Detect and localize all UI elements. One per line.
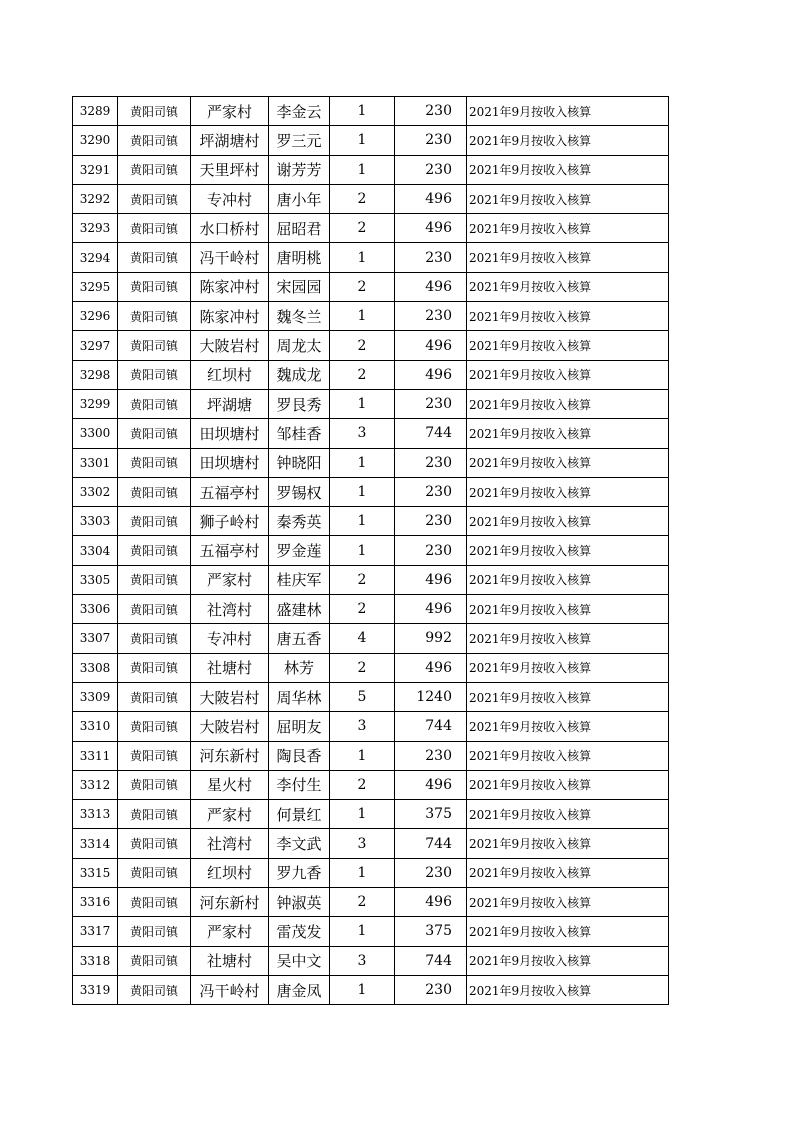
note-cell: 2021年9月按收入核算 xyxy=(467,858,669,887)
village-cell: 严家村 xyxy=(191,917,269,946)
record-id-cell: 3314 xyxy=(73,829,118,858)
name-cell: 罗金莲 xyxy=(269,536,330,565)
note-cell: 2021年9月按收入核算 xyxy=(467,477,669,506)
amount-cell: 230 xyxy=(395,389,467,418)
household-count-cell: 2 xyxy=(330,331,395,360)
record-id-cell: 3316 xyxy=(73,888,118,917)
note-cell: 2021年9月按收入核算 xyxy=(467,184,669,213)
household-count-cell: 2 xyxy=(330,360,395,389)
note-cell: 2021年9月按收入核算 xyxy=(467,419,669,448)
amount-cell: 230 xyxy=(395,155,467,184)
town-cell: 黄阳司镇 xyxy=(118,741,191,770)
table-row xyxy=(73,477,669,506)
table-row xyxy=(73,829,669,858)
village-cell: 冯干岭村 xyxy=(191,975,269,1004)
town-cell: 黄阳司镇 xyxy=(118,389,191,418)
note-cell: 2021年9月按收入核算 xyxy=(467,624,669,653)
town-cell: 黄阳司镇 xyxy=(118,97,191,126)
table-row xyxy=(73,97,669,126)
amount-cell: 230 xyxy=(395,477,467,506)
name-cell: 罗九香 xyxy=(269,858,330,887)
table-row xyxy=(73,595,669,624)
name-cell: 钟淑英 xyxy=(269,888,330,917)
household-count-cell: 1 xyxy=(330,975,395,1004)
name-cell: 唐明桃 xyxy=(269,243,330,272)
record-id-cell: 3298 xyxy=(73,360,118,389)
village-cell: 专冲村 xyxy=(191,624,269,653)
note-cell: 2021年9月按收入核算 xyxy=(467,536,669,565)
village-cell: 社塘村 xyxy=(191,946,269,975)
table-row xyxy=(73,800,669,829)
note-cell: 2021年9月按收入核算 xyxy=(467,800,669,829)
record-id-cell: 3291 xyxy=(73,155,118,184)
note-cell: 2021年9月按收入核算 xyxy=(467,389,669,418)
amount-cell: 744 xyxy=(395,712,467,741)
table-row xyxy=(73,507,669,536)
record-id-cell: 3295 xyxy=(73,272,118,301)
name-cell: 钟晓阳 xyxy=(269,448,330,477)
record-id-cell: 3306 xyxy=(73,595,118,624)
town-cell: 黄阳司镇 xyxy=(118,888,191,917)
name-cell: 罗锡权 xyxy=(269,477,330,506)
table-row xyxy=(73,302,669,331)
table-row xyxy=(73,858,669,887)
village-cell: 社湾村 xyxy=(191,595,269,624)
table-row xyxy=(73,770,669,799)
village-cell: 大陂岩村 xyxy=(191,712,269,741)
table-row xyxy=(73,653,669,682)
table-row xyxy=(73,419,669,448)
table-row xyxy=(73,184,669,213)
note-cell: 2021年9月按收入核算 xyxy=(467,565,669,594)
town-cell: 黄阳司镇 xyxy=(118,360,191,389)
record-id-cell: 3307 xyxy=(73,624,118,653)
name-cell: 陶艮香 xyxy=(269,741,330,770)
records-table xyxy=(72,96,669,1005)
household-count-cell: 1 xyxy=(330,477,395,506)
name-cell: 唐金凤 xyxy=(269,975,330,1004)
household-count-cell: 1 xyxy=(330,126,395,155)
household-count-cell: 1 xyxy=(330,448,395,477)
name-cell: 罗艮秀 xyxy=(269,389,330,418)
village-cell: 严家村 xyxy=(191,565,269,594)
household-count-cell: 2 xyxy=(330,272,395,301)
name-cell: 罗三元 xyxy=(269,126,330,155)
village-cell: 坪湖塘村 xyxy=(191,126,269,155)
name-cell: 林芳 xyxy=(269,653,330,682)
record-id-cell: 3317 xyxy=(73,917,118,946)
note-cell: 2021年9月按收入核算 xyxy=(467,97,669,126)
note-cell: 2021年9月按收入核算 xyxy=(467,917,669,946)
town-cell: 黄阳司镇 xyxy=(118,331,191,360)
town-cell: 黄阳司镇 xyxy=(118,975,191,1004)
amount-cell: 230 xyxy=(395,126,467,155)
record-id-cell: 3302 xyxy=(73,477,118,506)
household-count-cell: 1 xyxy=(330,536,395,565)
record-id-cell: 3299 xyxy=(73,389,118,418)
note-cell: 2021年9月按收入核算 xyxy=(467,155,669,184)
table-row xyxy=(73,565,669,594)
village-cell: 红坝村 xyxy=(191,858,269,887)
village-cell: 水口桥村 xyxy=(191,214,269,243)
household-count-cell: 2 xyxy=(330,888,395,917)
village-cell: 社湾村 xyxy=(191,829,269,858)
household-count-cell: 3 xyxy=(330,829,395,858)
record-id-cell: 3308 xyxy=(73,653,118,682)
amount-cell: 230 xyxy=(395,858,467,887)
table-row xyxy=(73,917,669,946)
note-cell: 2021年9月按收入核算 xyxy=(467,653,669,682)
amount-cell: 744 xyxy=(395,829,467,858)
town-cell: 黄阳司镇 xyxy=(118,565,191,594)
table-row xyxy=(73,624,669,653)
amount-cell: 230 xyxy=(395,97,467,126)
village-cell: 严家村 xyxy=(191,800,269,829)
village-cell: 大陂岩村 xyxy=(191,682,269,711)
household-count-cell: 2 xyxy=(330,770,395,799)
note-cell: 2021年9月按收入核算 xyxy=(467,975,669,1004)
name-cell: 唐小年 xyxy=(269,184,330,213)
village-cell: 狮子岭村 xyxy=(191,507,269,536)
amount-cell: 496 xyxy=(395,331,467,360)
name-cell: 雷茂发 xyxy=(269,917,330,946)
household-count-cell: 1 xyxy=(330,507,395,536)
record-id-cell: 3311 xyxy=(73,741,118,770)
village-cell: 天里坪村 xyxy=(191,155,269,184)
note-cell: 2021年9月按收入核算 xyxy=(467,243,669,272)
note-cell: 2021年9月按收入核算 xyxy=(467,507,669,536)
table-row xyxy=(73,682,669,711)
table-row xyxy=(73,946,669,975)
town-cell: 黄阳司镇 xyxy=(118,624,191,653)
village-cell: 陈家冲村 xyxy=(191,302,269,331)
town-cell: 黄阳司镇 xyxy=(118,243,191,272)
record-id-cell: 3319 xyxy=(73,975,118,1004)
name-cell: 魏成龙 xyxy=(269,360,330,389)
note-cell: 2021年9月按收入核算 xyxy=(467,888,669,917)
amount-cell: 496 xyxy=(395,595,467,624)
amount-cell: 496 xyxy=(395,360,467,389)
name-cell: 谢芳芳 xyxy=(269,155,330,184)
table-row xyxy=(73,389,669,418)
record-id-cell: 3305 xyxy=(73,565,118,594)
town-cell: 黄阳司镇 xyxy=(118,507,191,536)
amount-cell: 375 xyxy=(395,800,467,829)
amount-cell: 230 xyxy=(395,507,467,536)
note-cell: 2021年9月按收入核算 xyxy=(467,682,669,711)
record-id-cell: 3301 xyxy=(73,448,118,477)
village-cell: 社塘村 xyxy=(191,653,269,682)
town-cell: 黄阳司镇 xyxy=(118,829,191,858)
record-id-cell: 3300 xyxy=(73,419,118,448)
household-count-cell: 1 xyxy=(330,243,395,272)
amount-cell: 230 xyxy=(395,302,467,331)
town-cell: 黄阳司镇 xyxy=(118,214,191,243)
amount-cell: 230 xyxy=(395,975,467,1004)
amount-cell: 496 xyxy=(395,770,467,799)
town-cell: 黄阳司镇 xyxy=(118,595,191,624)
record-id-cell: 3289 xyxy=(73,97,118,126)
amount-cell: 496 xyxy=(395,214,467,243)
amount-cell: 230 xyxy=(395,741,467,770)
note-cell: 2021年9月按收入核算 xyxy=(467,302,669,331)
record-id-cell: 3315 xyxy=(73,858,118,887)
household-count-cell: 1 xyxy=(330,97,395,126)
amount-cell: 230 xyxy=(395,536,467,565)
village-cell: 严家村 xyxy=(191,97,269,126)
household-count-cell: 2 xyxy=(330,565,395,594)
household-count-cell: 1 xyxy=(330,858,395,887)
town-cell: 黄阳司镇 xyxy=(118,858,191,887)
town-cell: 黄阳司镇 xyxy=(118,448,191,477)
amount-cell: 375 xyxy=(395,917,467,946)
note-cell: 2021年9月按收入核算 xyxy=(467,770,669,799)
amount-cell: 744 xyxy=(395,946,467,975)
table-row xyxy=(73,975,669,1004)
table-row xyxy=(73,741,669,770)
household-count-cell: 3 xyxy=(330,712,395,741)
village-cell: 红坝村 xyxy=(191,360,269,389)
note-cell: 2021年9月按收入核算 xyxy=(467,272,669,301)
name-cell: 邹桂香 xyxy=(269,419,330,448)
record-id-cell: 3318 xyxy=(73,946,118,975)
village-cell: 五福亭村 xyxy=(191,477,269,506)
name-cell: 宋园园 xyxy=(269,272,330,301)
note-cell: 2021年9月按收入核算 xyxy=(467,741,669,770)
town-cell: 黄阳司镇 xyxy=(118,770,191,799)
amount-cell: 744 xyxy=(395,419,467,448)
note-cell: 2021年9月按收入核算 xyxy=(467,829,669,858)
town-cell: 黄阳司镇 xyxy=(118,682,191,711)
village-cell: 陈家冲村 xyxy=(191,272,269,301)
village-cell: 河东新村 xyxy=(191,741,269,770)
record-id-cell: 3292 xyxy=(73,184,118,213)
record-id-cell: 3296 xyxy=(73,302,118,331)
village-cell: 田坝塘村 xyxy=(191,448,269,477)
note-cell: 2021年9月按收入核算 xyxy=(467,360,669,389)
table-row xyxy=(73,272,669,301)
table-row xyxy=(73,214,669,243)
amount-cell: 1240 xyxy=(395,682,467,711)
household-count-cell: 1 xyxy=(330,800,395,829)
note-cell: 2021年9月按收入核算 xyxy=(467,595,669,624)
note-cell: 2021年9月按收入核算 xyxy=(467,214,669,243)
amount-cell: 496 xyxy=(395,653,467,682)
record-id-cell: 3313 xyxy=(73,800,118,829)
table-row xyxy=(73,448,669,477)
household-count-cell: 2 xyxy=(330,184,395,213)
town-cell: 黄阳司镇 xyxy=(118,272,191,301)
note-cell: 2021年9月按收入核算 xyxy=(467,126,669,155)
town-cell: 黄阳司镇 xyxy=(118,653,191,682)
record-id-cell: 3294 xyxy=(73,243,118,272)
town-cell: 黄阳司镇 xyxy=(118,477,191,506)
amount-cell: 230 xyxy=(395,243,467,272)
town-cell: 黄阳司镇 xyxy=(118,419,191,448)
table-row xyxy=(73,536,669,565)
household-count-cell: 1 xyxy=(330,917,395,946)
amount-cell: 230 xyxy=(395,448,467,477)
record-id-cell: 3297 xyxy=(73,331,118,360)
amount-cell: 496 xyxy=(395,272,467,301)
note-cell: 2021年9月按收入核算 xyxy=(467,946,669,975)
name-cell: 屈明友 xyxy=(269,712,330,741)
household-count-cell: 5 xyxy=(330,682,395,711)
town-cell: 黄阳司镇 xyxy=(118,302,191,331)
name-cell: 周华林 xyxy=(269,682,330,711)
household-count-cell: 1 xyxy=(330,302,395,331)
table-row xyxy=(73,243,669,272)
amount-cell: 496 xyxy=(395,888,467,917)
village-cell: 专冲村 xyxy=(191,184,269,213)
record-id-cell: 3304 xyxy=(73,536,118,565)
table-row xyxy=(73,712,669,741)
note-cell: 2021年9月按收入核算 xyxy=(467,331,669,360)
town-cell: 黄阳司镇 xyxy=(118,155,191,184)
town-cell: 黄阳司镇 xyxy=(118,946,191,975)
village-cell: 坪湖塘 xyxy=(191,389,269,418)
town-cell: 黄阳司镇 xyxy=(118,184,191,213)
household-count-cell: 3 xyxy=(330,946,395,975)
town-cell: 黄阳司镇 xyxy=(118,536,191,565)
records-table-body xyxy=(73,97,669,1005)
amount-cell: 496 xyxy=(395,565,467,594)
note-cell: 2021年9月按收入核算 xyxy=(467,448,669,477)
village-cell: 星火村 xyxy=(191,770,269,799)
record-id-cell: 3312 xyxy=(73,770,118,799)
household-count-cell: 2 xyxy=(330,653,395,682)
note-cell: 2021年9月按收入核算 xyxy=(467,712,669,741)
village-cell: 五福亭村 xyxy=(191,536,269,565)
name-cell: 唐五香 xyxy=(269,624,330,653)
village-cell: 大陂岩村 xyxy=(191,331,269,360)
household-count-cell: 1 xyxy=(330,741,395,770)
town-cell: 黄阳司镇 xyxy=(118,800,191,829)
table-row xyxy=(73,155,669,184)
table-row xyxy=(73,360,669,389)
name-cell: 李文武 xyxy=(269,829,330,858)
amount-cell: 496 xyxy=(395,184,467,213)
town-cell: 黄阳司镇 xyxy=(118,712,191,741)
household-count-cell: 1 xyxy=(330,155,395,184)
record-id-cell: 3310 xyxy=(73,712,118,741)
table-row xyxy=(73,888,669,917)
village-cell: 河东新村 xyxy=(191,888,269,917)
town-cell: 黄阳司镇 xyxy=(118,917,191,946)
household-count-cell: 3 xyxy=(330,419,395,448)
village-cell: 冯干岭村 xyxy=(191,243,269,272)
table-row xyxy=(73,331,669,360)
town-cell: 黄阳司镇 xyxy=(118,126,191,155)
name-cell: 盛建林 xyxy=(269,595,330,624)
village-cell: 田坝塘村 xyxy=(191,419,269,448)
household-count-cell: 4 xyxy=(330,624,395,653)
record-id-cell: 3293 xyxy=(73,214,118,243)
name-cell: 吴中文 xyxy=(269,946,330,975)
name-cell: 李金云 xyxy=(269,97,330,126)
name-cell: 李付生 xyxy=(269,770,330,799)
name-cell: 秦秀英 xyxy=(269,507,330,536)
name-cell: 屈昭君 xyxy=(269,214,330,243)
name-cell: 桂庆军 xyxy=(269,565,330,594)
record-id-cell: 3309 xyxy=(73,682,118,711)
name-cell: 何景红 xyxy=(269,800,330,829)
table-row xyxy=(73,126,669,155)
record-id-cell: 3303 xyxy=(73,507,118,536)
household-count-cell: 2 xyxy=(330,214,395,243)
amount-cell: 992 xyxy=(395,624,467,653)
household-count-cell: 2 xyxy=(330,595,395,624)
household-count-cell: 1 xyxy=(330,389,395,418)
record-id-cell: 3290 xyxy=(73,126,118,155)
name-cell: 周龙太 xyxy=(269,331,330,360)
name-cell: 魏冬兰 xyxy=(269,302,330,331)
